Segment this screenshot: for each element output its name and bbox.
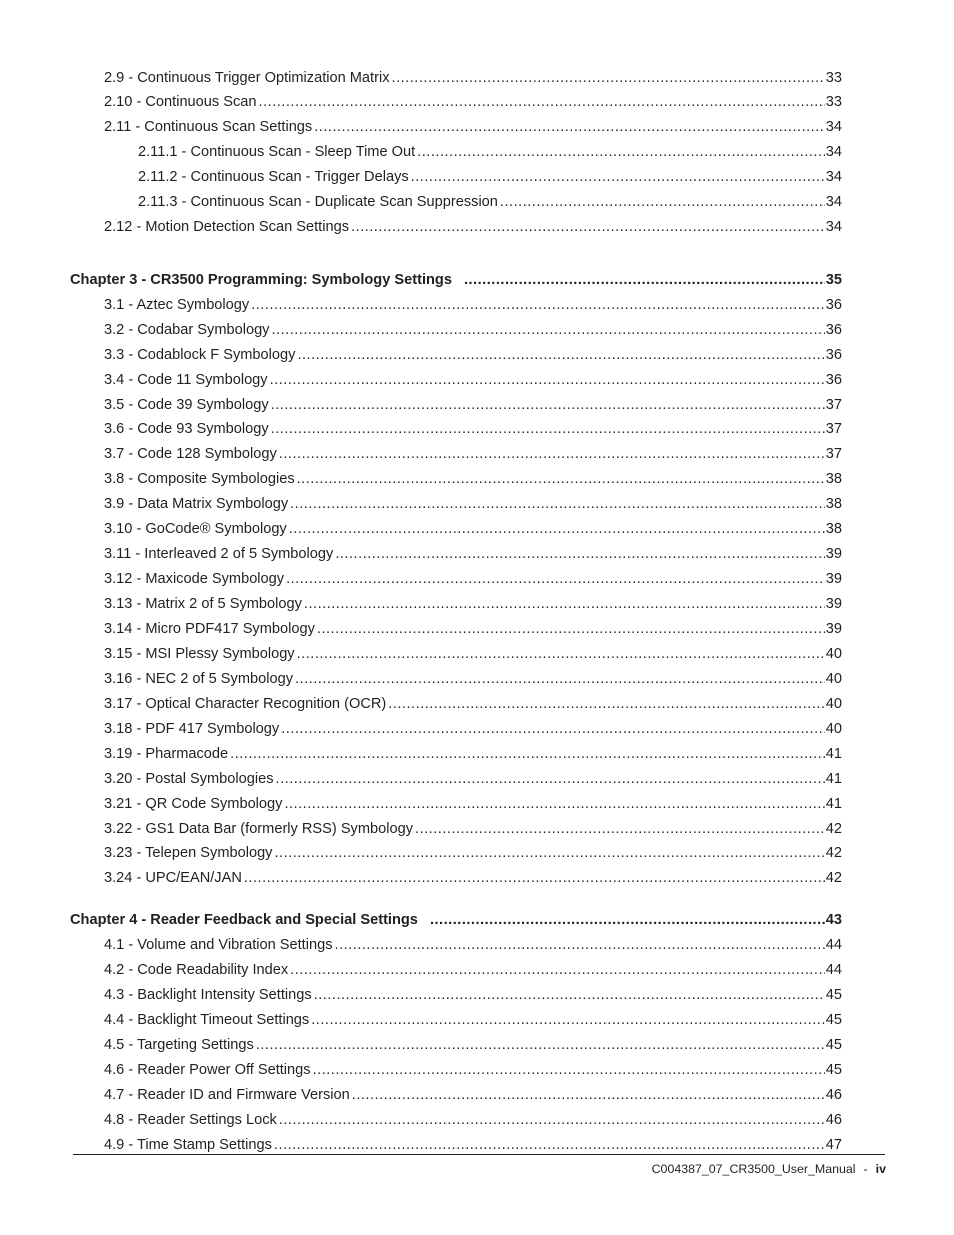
toc-dot-leader	[311, 1011, 825, 1029]
toc-entry-page: 33	[825, 70, 842, 86]
toc-entry-page: 38	[825, 521, 842, 537]
toc-entry-title: 3.24 - UPC/EAN/JAN	[104, 870, 242, 886]
toc-entry-title: 3.18 - PDF 417 Symbology	[104, 721, 280, 737]
toc-dot-leader	[281, 720, 825, 738]
toc-dot-leader	[297, 470, 825, 488]
toc-entry[interactable]	[138, 168, 842, 186]
toc-entry[interactable]	[104, 445, 842, 463]
toc-entry-title: 3.12 - Maxicode Symbology	[104, 571, 285, 587]
toc-entry-title: 3.17 - Optical Character Recognition (OCR)	[104, 696, 387, 712]
toc-dot-leader	[352, 1086, 825, 1104]
toc-entry-page: 33	[825, 94, 842, 110]
toc-entry-title: 3.10 - GoCode® Symbology	[104, 521, 287, 537]
toc-entry-page: 42	[825, 845, 842, 861]
toc-entry[interactable]	[104, 961, 842, 979]
toc-entry[interactable]	[138, 193, 842, 211]
toc-entry-page: 45	[825, 987, 842, 1003]
toc-entry-title: 2.9 - Continuous Trigger Optimization Matrix	[104, 70, 390, 86]
toc-entry-page: 34	[825, 119, 842, 135]
toc-dot-leader	[351, 218, 825, 236]
toc-entry[interactable]	[104, 844, 842, 862]
toc-entry-title: 4.6 - Reader Power Off Settings	[104, 1062, 311, 1078]
toc-entry[interactable]	[104, 520, 842, 538]
toc-entry[interactable]	[104, 69, 842, 87]
toc-entry-title: 4.2 - Code Readability Index	[104, 962, 289, 978]
toc-entry-title: 4.1 - Volume and Vibration Settings	[104, 937, 333, 953]
toc-entry-page: 43	[825, 912, 842, 928]
toc-entry[interactable]	[104, 670, 842, 688]
toc-entry[interactable]	[104, 296, 842, 314]
toc-entry-title: 3.19 - Pharmacode	[104, 746, 229, 762]
footer-doc-id: C004387_07_CR3500_User_Manual	[651, 1162, 856, 1176]
toc-dot-leader	[289, 520, 825, 538]
toc-entry-title: 3.23 - Telepen Symbology	[104, 845, 273, 861]
toc-dot-leader	[500, 193, 825, 211]
toc-dot-leader	[335, 936, 825, 954]
toc-entry[interactable]	[104, 1011, 842, 1029]
toc-dot-leader	[317, 620, 825, 638]
toc-entry-title: 2.11.1 - Continuous Scan - Sleep Time Out	[138, 144, 416, 160]
toc-dot-leader	[256, 1036, 825, 1054]
toc-entry[interactable]	[104, 420, 842, 438]
toc-entry[interactable]	[104, 495, 842, 513]
toc-dot-leader	[276, 770, 825, 788]
toc-dot-leader	[279, 445, 825, 463]
toc-dot-leader	[313, 1061, 825, 1079]
footer-divider	[73, 1154, 885, 1155]
footer-page-number: iv	[875, 1162, 886, 1176]
toc-entry[interactable]	[104, 936, 842, 954]
toc-dot-leader	[279, 1111, 825, 1129]
toc-dot-leader	[274, 844, 824, 862]
toc-dot-leader	[464, 271, 825, 289]
toc-dot-leader	[392, 69, 825, 87]
toc-entry-title: 4.9 - Time Stamp Settings	[104, 1137, 272, 1153]
toc-entry-title: 2.10 - Continuous Scan	[104, 94, 257, 110]
toc-entry[interactable]	[104, 745, 842, 763]
toc-entry-page: 34	[825, 144, 842, 160]
toc-entry-title: 2.11 - Continuous Scan Settings	[104, 119, 313, 135]
toc-entry-page: 36	[825, 372, 842, 388]
toc-dot-leader	[290, 495, 825, 513]
toc-entry[interactable]	[104, 470, 842, 488]
toc-entry[interactable]	[104, 218, 842, 236]
toc-dot-leader	[284, 795, 824, 813]
toc-entry[interactable]	[104, 321, 842, 339]
toc-entry-page: 37	[825, 421, 842, 437]
toc-entry[interactable]	[104, 346, 842, 364]
toc-dot-leader	[415, 820, 825, 838]
toc-entry-page: 39	[825, 571, 842, 587]
toc-dot-leader	[417, 143, 825, 161]
toc-entry[interactable]	[104, 1111, 842, 1129]
toc-entry-page: 39	[825, 596, 842, 612]
toc-entry-title: 3.11 - Interleaved 2 of 5 Symbology	[104, 546, 334, 562]
toc-entry-title: 2.11.3 - Continuous Scan - Duplicate Scan Suppression	[138, 194, 498, 210]
toc-entry[interactable]	[104, 93, 842, 111]
page-footer	[652, 1161, 886, 1177]
toc-entry-page: 45	[825, 1062, 842, 1078]
toc-entry-title: 4.8 - Reader Settings Lock	[104, 1112, 277, 1128]
toc-dot-leader	[411, 168, 825, 186]
toc-entry[interactable]	[104, 820, 842, 838]
toc-entry-title: 3.7 - Code 128 Symbology	[104, 446, 277, 462]
toc-entry[interactable]	[104, 570, 842, 588]
toc-entry[interactable]	[104, 695, 842, 713]
toc-dot-leader	[430, 911, 825, 929]
footer-separator: -	[863, 1162, 868, 1176]
toc-entry[interactable]	[104, 620, 842, 638]
toc-entry[interactable]	[104, 118, 842, 136]
toc-entry-page: 44	[825, 962, 842, 978]
toc-entry-title: 3.22 - GS1 Data Bar (formerly RSS) Symbology	[104, 821, 414, 837]
toc-dot-leader	[244, 869, 825, 887]
toc-entry-title: 3.6 - Code 93 Symbology	[104, 421, 269, 437]
toc-entry-page: 38	[825, 471, 842, 487]
toc-entry-title: 3.3 - Codablock F Symbology	[104, 347, 296, 363]
toc-entry-title: 3.16 - NEC 2 of 5 Symbology	[104, 671, 293, 687]
toc-entry[interactable]	[104, 770, 842, 788]
toc-dot-leader	[297, 645, 825, 663]
toc-entry-title: 3.15 - MSI Plessy Symbology	[104, 646, 295, 662]
toc-dot-leader	[271, 420, 825, 438]
toc-entry-title: 2.12 - Motion Detection Scan Settings	[104, 219, 349, 235]
toc-dot-leader	[271, 396, 825, 414]
toc-entry-page: 41	[825, 771, 842, 787]
toc-chapter-entry[interactable]	[70, 271, 842, 289]
toc-entry-title: 3.2 - Codabar Symbology	[104, 322, 270, 338]
toc-dot-leader	[388, 695, 825, 713]
toc-entry-page: 37	[825, 397, 842, 413]
toc-entry-title: 4.5 - Targeting Settings	[104, 1037, 254, 1053]
toc-chapter-entry[interactable]	[70, 911, 842, 929]
toc-entry-title: 3.21 - QR Code Symbology	[104, 796, 283, 812]
toc-dot-leader	[304, 595, 825, 613]
toc-entry[interactable]	[104, 545, 842, 563]
toc-entry-page: 41	[825, 796, 842, 812]
toc-entry[interactable]	[104, 795, 842, 813]
toc-entry-page: 38	[825, 496, 842, 512]
toc-entry-page: 46	[825, 1112, 842, 1128]
toc-entry-page: 39	[825, 621, 842, 637]
toc-entry-title: 2.11.2 - Continuous Scan - Trigger Delays	[138, 169, 409, 185]
toc-dot-leader	[251, 296, 825, 314]
toc-entry[interactable]	[104, 1036, 842, 1054]
toc-entry-title: 3.20 - Postal Symbologies	[104, 771, 274, 787]
toc-dot-leader	[259, 93, 825, 111]
toc-entry-page: 34	[825, 194, 842, 210]
toc-dot-leader	[230, 745, 825, 763]
toc-entry[interactable]	[138, 143, 842, 161]
toc-dot-leader	[274, 1136, 825, 1154]
toc-entry[interactable]	[104, 986, 842, 1004]
toc-entry-page: 39	[825, 546, 842, 562]
toc-entry-page: 40	[825, 646, 842, 662]
toc-entry-page: 34	[825, 219, 842, 235]
toc-entry-page: 34	[825, 169, 842, 185]
toc-entry-page: 40	[825, 671, 842, 687]
toc-dot-leader	[286, 570, 825, 588]
toc-entry[interactable]	[104, 720, 842, 738]
toc-entry-page: 40	[825, 696, 842, 712]
toc-entry-title: 3.1 - Aztec Symbology	[104, 297, 250, 313]
toc-entry-title: 3.5 - Code 39 Symbology	[104, 397, 269, 413]
toc-entry-page: 40	[825, 721, 842, 737]
toc-entry-page: 36	[825, 297, 842, 313]
toc-entry[interactable]	[104, 1136, 842, 1154]
toc-entry-title: 3.4 - Code 11 Symbology	[104, 372, 268, 388]
toc-dot-leader	[335, 545, 824, 563]
toc-entry[interactable]	[104, 1061, 842, 1079]
toc-entry-title: 4.3 - Backlight Intensity Settings	[104, 987, 312, 1003]
toc-dot-leader	[297, 346, 824, 364]
toc-dot-leader	[290, 961, 825, 979]
toc-entry-page: 42	[825, 821, 842, 837]
toc-entry-page: 45	[825, 1012, 842, 1028]
toc-entry[interactable]	[104, 371, 842, 389]
toc-entry-title: 4.4 - Backlight Timeout Settings	[104, 1012, 310, 1028]
toc-entry-title: Chapter 4 - Reader Feedback and Special Settings	[70, 912, 418, 928]
toc-entry[interactable]	[104, 595, 842, 613]
toc-entry[interactable]	[104, 645, 842, 663]
toc-dot-leader	[295, 670, 825, 688]
toc-dot-leader	[271, 321, 824, 339]
toc-entry-page: 37	[825, 446, 842, 462]
toc-entry[interactable]	[104, 1086, 842, 1104]
toc-entry-page: 47	[825, 1137, 842, 1153]
toc-entry-page: 36	[825, 322, 842, 338]
toc-entry-page: 45	[825, 1037, 842, 1053]
toc-entry[interactable]	[104, 869, 842, 887]
toc-dot-leader	[314, 118, 825, 136]
toc-entry-page: 41	[825, 746, 842, 762]
toc-entry-page: 36	[825, 347, 842, 363]
toc-entry-page: 42	[825, 870, 842, 886]
toc-entry-title: 3.8 - Composite Symbologies	[104, 471, 295, 487]
toc-entry-page: 46	[825, 1087, 842, 1103]
toc-entry-title: 3.9 - Data Matrix Symbology	[104, 496, 289, 512]
toc-entry-title: 4.7 - Reader ID and Firmware Version	[104, 1087, 350, 1103]
toc-dot-leader	[270, 371, 825, 389]
toc-entry-title: Chapter 3 - CR3500 Programming: Symbology Settings	[70, 272, 452, 288]
toc-entry[interactable]	[104, 396, 842, 414]
toc-entry-page: 35	[825, 272, 842, 288]
toc-entry-title: 3.14 - Micro PDF417 Symbology	[104, 621, 315, 637]
toc-entry-page: 44	[825, 937, 842, 953]
toc-dot-leader	[314, 986, 825, 1004]
toc-entry-title: 3.13 - Matrix 2 of 5 Symbology	[104, 596, 302, 612]
